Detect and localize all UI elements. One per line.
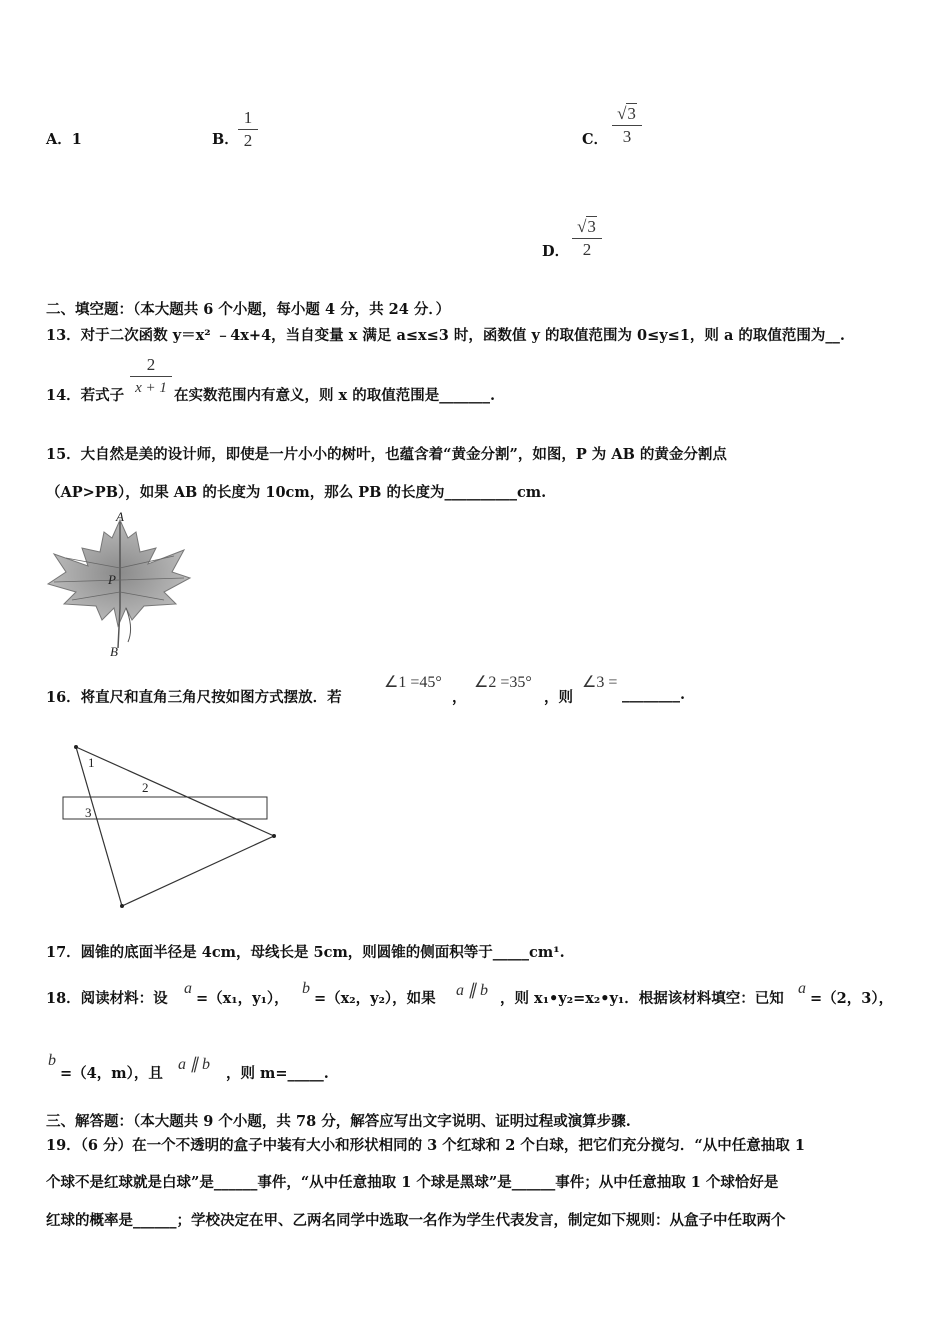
vertex-bottom	[120, 904, 124, 908]
option-b-numerator: 1	[243, 108, 253, 127]
q14-denominator: x + 1	[135, 380, 167, 396]
q16-sep: ，	[452, 689, 467, 706]
option-d-denominator: 2	[582, 240, 592, 259]
question-13: 13．对于二次函数 y＝x² ﹣4x+4，当自变量 x 满足 a≤x≤3 时，函数值 y 的取值范围为 0≤y≤1，则 a 的取值范围为__.	[46, 327, 845, 344]
question-19-line2: 个球不是红球就是白球”是______事件，“从中任意抽取 1 个球是黑球”是______事件；从中任意抽取 1 个球恰好是	[46, 1174, 779, 1191]
angle-2-value: ∠2 =35°	[474, 674, 532, 691]
option-d-label: D．	[542, 243, 570, 260]
q14-numerator: 2	[146, 355, 156, 374]
angle-3-value: ∠3 =	[582, 674, 618, 691]
fig-angle-1: 1	[88, 755, 95, 770]
vertex-top	[74, 745, 78, 749]
option-c-denominator: 3	[622, 127, 632, 146]
option-c-label: C．	[582, 131, 609, 148]
question-15-line1: 15．大自然是美的设计师，即使是一片小小的树叶，也蕴含着“黄金分割”，如图，P 为 AB 的黄金分割点	[46, 446, 727, 463]
leaf-label-a: A	[116, 509, 124, 524]
section2-heading: 二、填空题：（本大题共 6 个小题，每小题 4 分，共 24 分．）	[46, 301, 451, 318]
q16-suffix: ________.	[622, 686, 686, 703]
q18-vector-a: a	[184, 980, 192, 997]
option-d-fraction	[572, 217, 602, 260]
question-19-line1: 19．（6 分）在一个不透明的盒子中装有大小和形状相同的 3 个红球和 2 个白球，把它们充分搅匀．“从中任意抽取 1	[46, 1137, 805, 1154]
q18-vector-a-2: a	[798, 980, 806, 997]
question-17: 17．圆锥的底面半径是 4cm，母线长是 5cm，则圆锥的侧面积等于_____cm¹.	[46, 944, 565, 961]
maple-leaf-figure	[44, 508, 194, 660]
sqrt-symbol: √	[617, 104, 627, 123]
q18-line1-b: =（x₁，y₁），	[196, 990, 289, 1007]
option-c-fraction	[612, 104, 642, 147]
option-b-denominator: 2	[243, 131, 253, 150]
q18-line1-d: ，则 x₁•y₂=x₂•y₁．根据该材料填空：已知	[500, 990, 784, 1007]
q18-parallel-2: a ∥ b	[178, 1056, 210, 1073]
option-b-fraction	[238, 108, 258, 151]
set-square	[76, 747, 274, 906]
q18-vector-b: b	[302, 980, 310, 997]
fig-angle-2: 2	[142, 780, 149, 795]
q18-line1-a: 18．阅读材料：设	[46, 990, 168, 1007]
fig-angle-3: 3	[85, 805, 92, 820]
question-16-prefix: 16．将直尺和直角三角尺按如图方式摆放．若	[46, 689, 342, 706]
q16-mid: ，则	[544, 689, 573, 706]
leaf-label-p: P	[108, 572, 116, 587]
option-b-label: B．	[212, 131, 239, 148]
q18-parallel-1: a ∥ b	[456, 982, 488, 999]
section3-heading: 三、解答题：（本大题共 9 个小题，共 78 分，解答应写出文字说明、证明过程或演算步骤.	[46, 1113, 631, 1130]
option-d-radicand: 3	[587, 217, 596, 236]
question-14-prefix: 14．若式子	[46, 387, 125, 404]
option-a-value: 1	[71, 131, 82, 148]
question-19-line3: 红球的概率是______；学校决定在甲、乙两名同学中选取一名作为学生代表发言，制定如下规则：从盒子中任取两个	[46, 1212, 786, 1229]
q18-line2-b: ，则 m=_____.	[226, 1065, 329, 1082]
ruler-triangle-figure	[56, 740, 282, 912]
question-14-suffix: 在实数范围内有意义，则 x 的取值范围是_______.	[174, 387, 496, 404]
leaf-shape	[48, 520, 190, 626]
angle-1-value: ∠1 =45°	[384, 674, 442, 691]
q18-line1-e: =（2，3），	[810, 990, 894, 1007]
option-a-label: A．	[46, 131, 72, 148]
q18-line1-c: =（x₂，y₂），如果	[314, 990, 436, 1007]
q18-line2-a: =（4，m），且	[60, 1065, 163, 1082]
question-14-fraction	[130, 355, 172, 398]
sqrt-symbol: √	[577, 217, 587, 236]
option-a	[46, 128, 82, 149]
option-c-radicand: 3	[627, 104, 636, 123]
vertex-right	[272, 834, 276, 838]
question-15-line2: （AP>PB），如果 AB 的长度为 10cm，那么 PB 的长度为__________cm.	[46, 484, 547, 501]
leaf-label-b: B	[110, 644, 118, 659]
q18-vector-b-2: b	[48, 1052, 56, 1069]
